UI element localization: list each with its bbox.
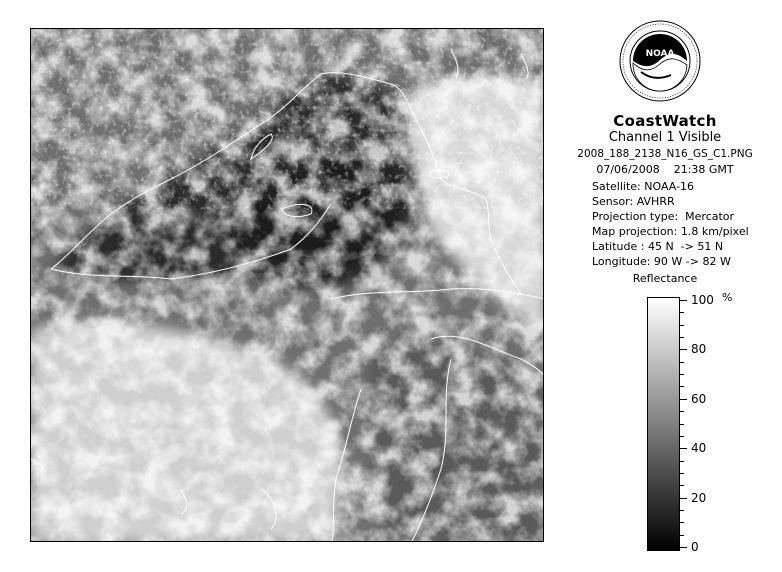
colorbar-unit: % [722, 291, 733, 304]
satellite-label: Satellite: NOAA-16 [592, 180, 695, 193]
colorbar-minor-tick [680, 325, 684, 326]
reflectance-colorbar [647, 297, 680, 551]
satellite-map [30, 28, 544, 542]
longitude-label: Longitude: 90 W -> 82 W [592, 255, 731, 268]
colorbar-minor-tick [680, 362, 684, 363]
colorbar-minor-tick [680, 411, 684, 412]
channel-subtitle: Channel 1 Visible [608, 130, 722, 145]
colorbar-tick [680, 448, 687, 449]
colorbar-tick-label: 40 [691, 441, 707, 456]
projection-type-label: Projection type: Mercator [592, 210, 735, 223]
latitude-label: Latitude : 45 N -> 51 N [592, 240, 724, 253]
colorbar-minor-tick [680, 436, 684, 437]
logo-text: NOAA [645, 49, 675, 59]
colorbar-minor-tick [680, 461, 684, 462]
colorbar-minor-tick [680, 535, 684, 536]
colorbar-tick-label: 20 [691, 490, 707, 505]
colorbar-minor-tick [680, 473, 684, 474]
colorbar-minor-tick [680, 510, 684, 511]
colorbar-tick-label: 80 [691, 342, 707, 357]
map-svg [31, 29, 544, 542]
colorbar-tick [680, 498, 687, 499]
colorbar-tick [680, 349, 687, 350]
map-projection-label: Map projection: 1.8 km/pixel [592, 225, 749, 238]
sensor-label: Sensor: AVHRR [592, 195, 675, 208]
noaa-logo [619, 20, 701, 102]
colorbar-minor-tick [680, 424, 684, 425]
colorbar-minor-tick [680, 522, 684, 523]
colorbar-tick-label: 60 [691, 391, 707, 406]
colorbar-tick [680, 399, 687, 400]
app-title: CoastWatch [613, 112, 717, 130]
filename-label: 2008_188_2138_N16_GS_C1.PNG [577, 148, 753, 160]
colorbar-minor-tick [680, 312, 684, 313]
colorbar-minor-tick [680, 374, 684, 375]
colorbar-tick-label: 100 [691, 293, 714, 307]
colorbar-tick [680, 300, 687, 301]
datetime-label: 07/06/2008 21:38 GMT [596, 163, 734, 176]
colorbar-tick-label: 0 [691, 540, 699, 554]
colorbar-minor-tick [680, 485, 684, 486]
colorbar-minor-tick [680, 337, 684, 338]
colorbar-tick [680, 547, 687, 548]
colorbar-title: Reflectance [632, 272, 698, 285]
colorbar-minor-tick [680, 386, 684, 387]
